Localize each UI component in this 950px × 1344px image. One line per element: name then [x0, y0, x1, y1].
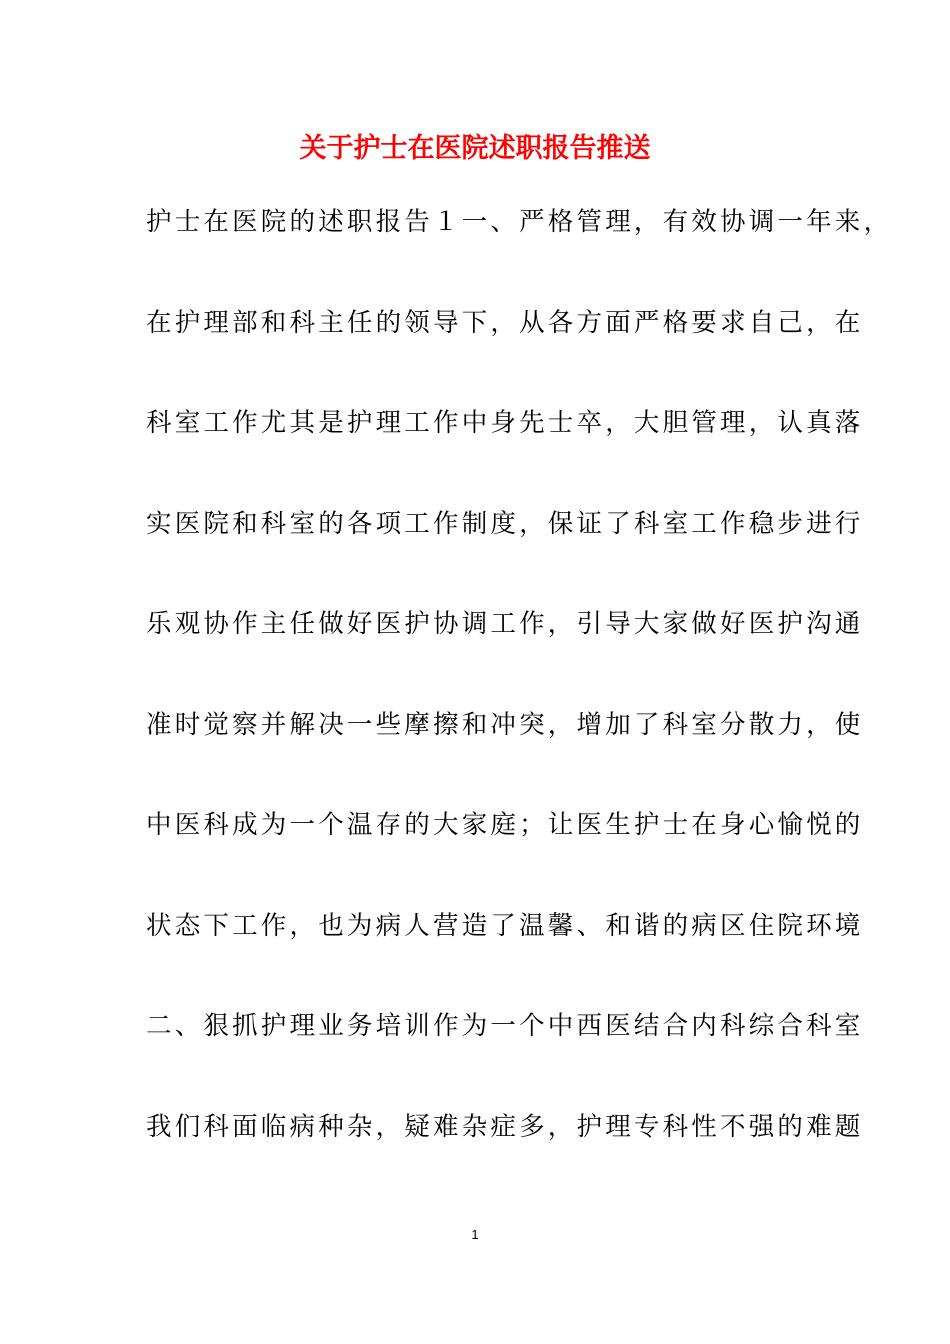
document-body	[146, 170, 893, 1175]
body-line: 状态下工作，也为病人营造了温馨、和谐的病区住院环境	[146, 910, 864, 941]
body-line: 乐观协作主任做好医护协调工作，引导大家做好医护沟通	[146, 609, 864, 640]
body-line: 准时觉察并解决一些摩擦和冲突，增加了科室分散力，使	[146, 709, 864, 740]
document-title: 关于护士在医院述职报告推送	[299, 133, 651, 164]
body-line: 护士在医院的述职报告１一、严格管理，有效协调一年来，	[146, 207, 893, 238]
page-number: 1	[471, 1227, 479, 1242]
body-line: 科室工作尤其是护理工作中身先士卒，大胆管理，认真落	[146, 408, 864, 439]
body-line: 在护理部和科主任的领导下，从各方面严格要求自己，在	[146, 307, 864, 338]
body-line: 我们科面临病种杂，疑难杂症多，护理专科性不强的难题	[146, 1111, 864, 1142]
body-line: 二、狠抓护理业务培训作为一个中西医结合内科综合科室	[146, 1011, 864, 1042]
body-line: 实医院和科室的各项工作制度，保证了科室工作稳步进行	[146, 508, 864, 539]
body-line: 中医科成为一个温存的大家庭；让医生护士在身心愉悦的	[146, 810, 864, 841]
